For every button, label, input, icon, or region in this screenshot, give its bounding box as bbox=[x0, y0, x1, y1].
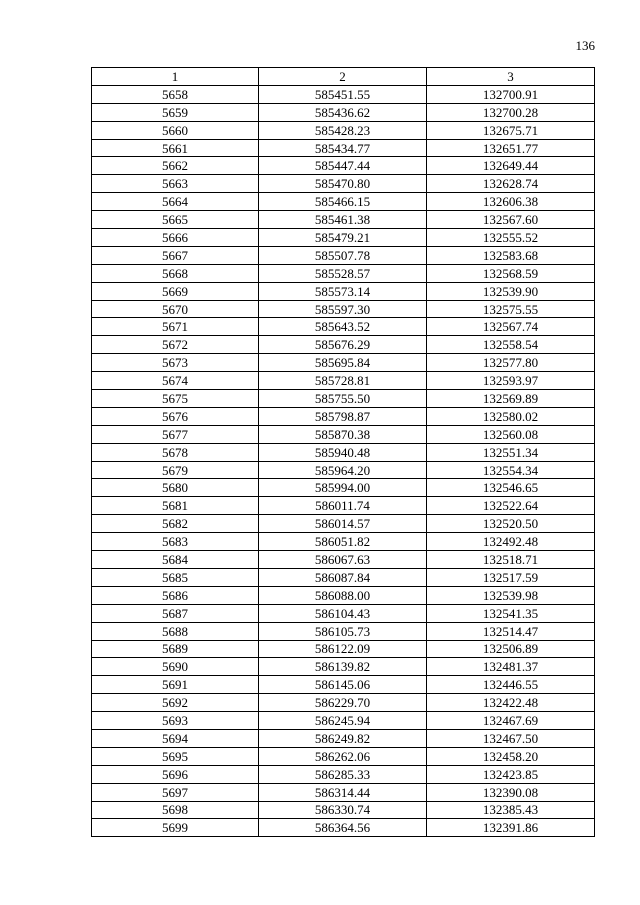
table-row bbox=[92, 425, 595, 443]
point-number-cell: 5679 bbox=[92, 461, 259, 479]
y-coordinate-cell: 132390.08 bbox=[427, 783, 595, 801]
x-coordinate-cell: 586014.57 bbox=[259, 515, 427, 533]
x-coordinate-cell: 585451.55 bbox=[259, 85, 427, 103]
x-coordinate-cell: 585755.50 bbox=[259, 390, 427, 408]
y-coordinate-cell: 132467.69 bbox=[427, 712, 595, 730]
table-row bbox=[92, 765, 595, 783]
table-row bbox=[92, 139, 595, 157]
x-coordinate-cell: 586364.56 bbox=[259, 819, 427, 837]
y-coordinate-cell: 132700.91 bbox=[427, 85, 595, 103]
table-row bbox=[92, 354, 595, 372]
table-row bbox=[92, 497, 595, 515]
table-row bbox=[92, 372, 595, 390]
point-number-cell: 5660 bbox=[92, 121, 259, 139]
point-number-cell: 5661 bbox=[92, 139, 259, 157]
x-coordinate-cell: 586285.33 bbox=[259, 765, 427, 783]
table-row bbox=[92, 658, 595, 676]
table-row bbox=[92, 783, 595, 801]
x-coordinate-cell: 586104.43 bbox=[259, 604, 427, 622]
point-number-cell: 5672 bbox=[92, 336, 259, 354]
point-number-cell: 5678 bbox=[92, 443, 259, 461]
point-number-cell: 5676 bbox=[92, 407, 259, 425]
y-coordinate-cell: 132580.02 bbox=[427, 407, 595, 425]
y-coordinate-cell: 132567.60 bbox=[427, 211, 595, 229]
table-row bbox=[92, 318, 595, 336]
table-row bbox=[92, 336, 595, 354]
point-number-cell: 5688 bbox=[92, 622, 259, 640]
x-coordinate-cell: 585728.81 bbox=[259, 372, 427, 390]
table-row bbox=[92, 819, 595, 837]
y-coordinate-cell: 132481.37 bbox=[427, 658, 595, 676]
y-coordinate-cell: 132700.28 bbox=[427, 103, 595, 121]
x-coordinate-cell: 586067.63 bbox=[259, 551, 427, 569]
table-row bbox=[92, 85, 595, 103]
coordinates-table bbox=[91, 67, 595, 837]
x-coordinate-cell: 586088.00 bbox=[259, 586, 427, 604]
point-number-cell: 5687 bbox=[92, 604, 259, 622]
y-coordinate-cell: 132567.74 bbox=[427, 318, 595, 336]
table-row bbox=[92, 300, 595, 318]
page-number: 136 bbox=[575, 38, 595, 53]
x-coordinate-cell: 585447.44 bbox=[259, 157, 427, 175]
point-number-cell: 5667 bbox=[92, 246, 259, 264]
point-number-cell: 5691 bbox=[92, 676, 259, 694]
point-number-cell: 5695 bbox=[92, 747, 259, 765]
point-number-cell: 5675 bbox=[92, 390, 259, 408]
x-coordinate-cell: 586122.09 bbox=[259, 640, 427, 658]
y-coordinate-cell: 132517.59 bbox=[427, 568, 595, 586]
point-number-cell: 5662 bbox=[92, 157, 259, 175]
point-number-cell: 5697 bbox=[92, 783, 259, 801]
x-coordinate-cell: 585994.00 bbox=[259, 479, 427, 497]
y-coordinate-cell: 132458.20 bbox=[427, 747, 595, 765]
x-coordinate-cell: 585428.23 bbox=[259, 121, 427, 139]
table-row bbox=[92, 264, 595, 282]
table-row bbox=[92, 604, 595, 622]
table-row bbox=[92, 121, 595, 139]
y-coordinate-cell: 132628.74 bbox=[427, 175, 595, 193]
x-coordinate-cell: 585964.20 bbox=[259, 461, 427, 479]
point-number-cell: 5694 bbox=[92, 729, 259, 747]
table-row bbox=[92, 479, 595, 497]
table-row bbox=[92, 568, 595, 586]
table-row bbox=[92, 729, 595, 747]
x-coordinate-cell: 585470.80 bbox=[259, 175, 427, 193]
x-coordinate-cell: 586314.44 bbox=[259, 783, 427, 801]
y-coordinate-cell: 132446.55 bbox=[427, 676, 595, 694]
table-row bbox=[92, 407, 595, 425]
y-coordinate-cell: 132546.65 bbox=[427, 479, 595, 497]
point-number-cell: 5690 bbox=[92, 658, 259, 676]
y-coordinate-cell: 132467.50 bbox=[427, 729, 595, 747]
table-row bbox=[92, 175, 595, 193]
x-coordinate-cell: 586145.06 bbox=[259, 676, 427, 694]
point-number-cell: 5685 bbox=[92, 568, 259, 586]
table-row bbox=[92, 157, 595, 175]
y-coordinate-cell: 132651.77 bbox=[427, 139, 595, 157]
y-coordinate-cell: 132422.48 bbox=[427, 694, 595, 712]
table-row bbox=[92, 461, 595, 479]
point-number-cell: 5677 bbox=[92, 425, 259, 443]
point-number-cell: 5668 bbox=[92, 264, 259, 282]
y-coordinate-cell: 132649.44 bbox=[427, 157, 595, 175]
point-number-cell: 5659 bbox=[92, 103, 259, 121]
point-number-cell: 5693 bbox=[92, 712, 259, 730]
point-number-cell: 5686 bbox=[92, 586, 259, 604]
x-coordinate-cell: 585507.78 bbox=[259, 246, 427, 264]
table-row bbox=[92, 640, 595, 658]
y-coordinate-cell: 132555.52 bbox=[427, 229, 595, 247]
point-number-cell: 5670 bbox=[92, 300, 259, 318]
y-coordinate-cell: 132554.34 bbox=[427, 461, 595, 479]
x-coordinate-cell: 585940.48 bbox=[259, 443, 427, 461]
y-coordinate-cell: 132551.34 bbox=[427, 443, 595, 461]
y-coordinate-cell: 132539.90 bbox=[427, 282, 595, 300]
table-row bbox=[92, 694, 595, 712]
x-coordinate-cell: 586087.84 bbox=[259, 568, 427, 586]
y-coordinate-cell: 132423.85 bbox=[427, 765, 595, 783]
x-coordinate-cell: 586262.06 bbox=[259, 747, 427, 765]
y-coordinate-cell: 132569.89 bbox=[427, 390, 595, 408]
table-body bbox=[92, 85, 595, 836]
point-number-cell: 5692 bbox=[92, 694, 259, 712]
x-coordinate-cell: 585528.57 bbox=[259, 264, 427, 282]
y-coordinate-cell: 132385.43 bbox=[427, 801, 595, 819]
y-coordinate-cell: 132606.38 bbox=[427, 193, 595, 211]
table-row bbox=[92, 586, 595, 604]
y-coordinate-cell: 132583.68 bbox=[427, 246, 595, 264]
table-row bbox=[92, 622, 595, 640]
point-number-cell: 5699 bbox=[92, 819, 259, 837]
point-number-cell: 5666 bbox=[92, 229, 259, 247]
table-row bbox=[92, 515, 595, 533]
table-row bbox=[92, 712, 595, 730]
y-coordinate-cell: 132675.71 bbox=[427, 121, 595, 139]
x-coordinate-cell: 586139.82 bbox=[259, 658, 427, 676]
x-coordinate-cell: 585643.52 bbox=[259, 318, 427, 336]
x-coordinate-cell: 585434.77 bbox=[259, 139, 427, 157]
column-header-1: 1 bbox=[92, 68, 259, 86]
column-header-3: 3 bbox=[427, 68, 595, 86]
y-coordinate-cell: 132541.35 bbox=[427, 604, 595, 622]
table-row bbox=[92, 443, 595, 461]
x-coordinate-cell: 585597.30 bbox=[259, 300, 427, 318]
y-coordinate-cell: 132520.50 bbox=[427, 515, 595, 533]
y-coordinate-cell: 132391.86 bbox=[427, 819, 595, 837]
point-number-cell: 5689 bbox=[92, 640, 259, 658]
y-coordinate-cell: 132593.97 bbox=[427, 372, 595, 390]
y-coordinate-cell: 132518.71 bbox=[427, 551, 595, 569]
y-coordinate-cell: 132522.64 bbox=[427, 497, 595, 515]
x-coordinate-cell: 586011.74 bbox=[259, 497, 427, 515]
y-coordinate-cell: 132514.47 bbox=[427, 622, 595, 640]
point-number-cell: 5673 bbox=[92, 354, 259, 372]
point-number-cell: 5684 bbox=[92, 551, 259, 569]
x-coordinate-cell: 585573.14 bbox=[259, 282, 427, 300]
y-coordinate-cell: 132575.55 bbox=[427, 300, 595, 318]
table-row bbox=[92, 103, 595, 121]
point-number-cell: 5682 bbox=[92, 515, 259, 533]
y-coordinate-cell: 132568.59 bbox=[427, 264, 595, 282]
table-row bbox=[92, 229, 595, 247]
x-coordinate-cell: 585695.84 bbox=[259, 354, 427, 372]
table-row bbox=[92, 747, 595, 765]
point-number-cell: 5698 bbox=[92, 801, 259, 819]
point-number-cell: 5674 bbox=[92, 372, 259, 390]
x-coordinate-cell: 585870.38 bbox=[259, 425, 427, 443]
y-coordinate-cell: 132492.48 bbox=[427, 533, 595, 551]
table-row bbox=[92, 246, 595, 264]
table-row bbox=[92, 193, 595, 211]
x-coordinate-cell: 585436.62 bbox=[259, 103, 427, 121]
x-coordinate-cell: 586105.73 bbox=[259, 622, 427, 640]
x-coordinate-cell: 585479.21 bbox=[259, 229, 427, 247]
x-coordinate-cell: 586249.82 bbox=[259, 729, 427, 747]
table-row bbox=[92, 676, 595, 694]
x-coordinate-cell: 585798.87 bbox=[259, 407, 427, 425]
y-coordinate-cell: 132506.89 bbox=[427, 640, 595, 658]
point-number-cell: 5681 bbox=[92, 497, 259, 515]
point-number-cell: 5683 bbox=[92, 533, 259, 551]
y-coordinate-cell: 132577.80 bbox=[427, 354, 595, 372]
x-coordinate-cell: 586330.74 bbox=[259, 801, 427, 819]
y-coordinate-cell: 132539.98 bbox=[427, 586, 595, 604]
table-header-row bbox=[92, 68, 595, 86]
point-number-cell: 5671 bbox=[92, 318, 259, 336]
y-coordinate-cell: 132558.54 bbox=[427, 336, 595, 354]
table-row bbox=[92, 551, 595, 569]
point-number-cell: 5658 bbox=[92, 85, 259, 103]
table-row bbox=[92, 282, 595, 300]
x-coordinate-cell: 585676.29 bbox=[259, 336, 427, 354]
column-header-2: 2 bbox=[259, 68, 427, 86]
point-number-cell: 5696 bbox=[92, 765, 259, 783]
point-number-cell: 5663 bbox=[92, 175, 259, 193]
table-row bbox=[92, 801, 595, 819]
x-coordinate-cell: 586229.70 bbox=[259, 694, 427, 712]
x-coordinate-cell: 586051.82 bbox=[259, 533, 427, 551]
point-number-cell: 5680 bbox=[92, 479, 259, 497]
table-row bbox=[92, 211, 595, 229]
table-row bbox=[92, 533, 595, 551]
point-number-cell: 5669 bbox=[92, 282, 259, 300]
x-coordinate-cell: 585466.15 bbox=[259, 193, 427, 211]
y-coordinate-cell: 132560.08 bbox=[427, 425, 595, 443]
x-coordinate-cell: 585461.38 bbox=[259, 211, 427, 229]
x-coordinate-cell: 586245.94 bbox=[259, 712, 427, 730]
point-number-cell: 5664 bbox=[92, 193, 259, 211]
point-number-cell: 5665 bbox=[92, 211, 259, 229]
table-row bbox=[92, 390, 595, 408]
